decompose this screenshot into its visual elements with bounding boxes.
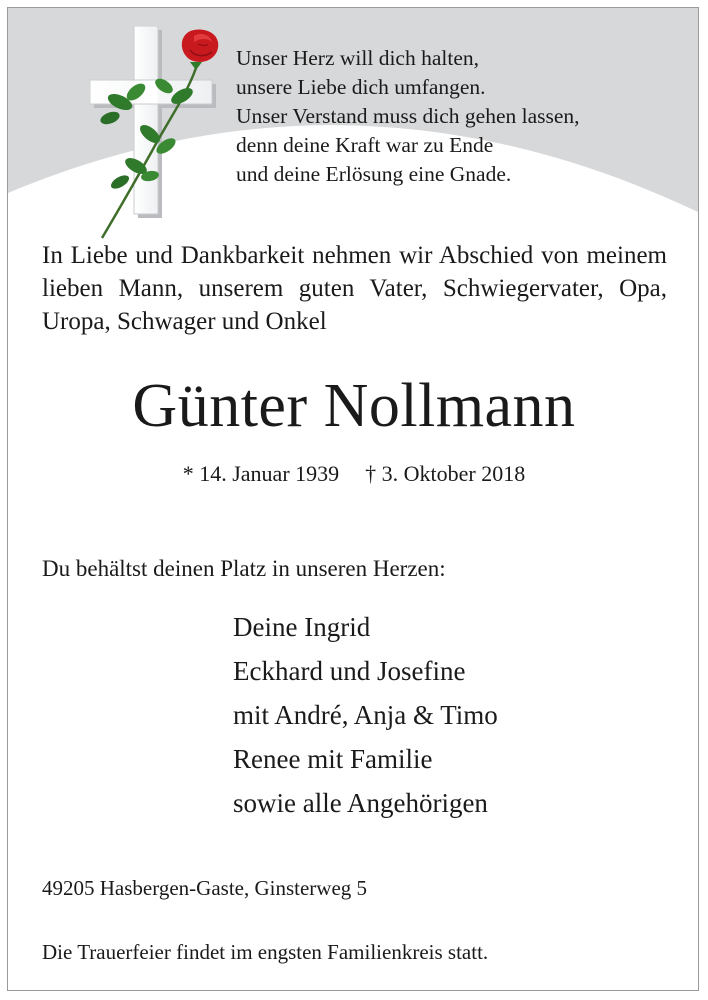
farewell-text: Du behältst deinen Platz in unseren Herzen: <box>42 556 446 581</box>
cross-with-rose-icon <box>90 26 230 246</box>
family-member: mit André, Anja & Timo <box>233 700 498 730</box>
life-dates <box>8 460 699 488</box>
deceased-name: Günter Nollmann <box>132 372 576 440</box>
address: 49205 Hasbergen-Gaste, Ginsterweg 5 <box>42 876 368 900</box>
poem <box>236 44 580 189</box>
family-member: Eckhard und Josefine <box>233 656 466 686</box>
family-list <box>233 605 498 825</box>
family-member: Renee mit Familie <box>233 744 433 774</box>
poem-line: Unser Herz will dich halten, <box>236 46 479 70</box>
obituary-frame <box>7 7 699 991</box>
poem-line: Unser Verstand muss dich gehen lassen, <box>236 104 580 128</box>
death-date: † 3. Oktober 2018 <box>365 461 526 486</box>
poem-line: denn deine Kraft war zu Ende <box>236 133 494 157</box>
poem-line: unsere Liebe dich umfangen. <box>236 75 486 99</box>
funeral-notice: Die Trauerfeier findet im engsten Familienkreis statt. <box>42 940 489 964</box>
birth-date: * 14. Januar 1939 <box>182 461 340 486</box>
family-member: Deine Ingrid <box>233 612 371 642</box>
family-member: sowie alle Angehörigen <box>233 788 488 818</box>
intro-text: In Liebe und Dankbarkeit nehmen wir Abschied von meinem lieben Mann, unserem guten Vater, Schwiegervater, Opa, Uropa, Schwager und Onkel <box>42 242 667 335</box>
poem-line: und deine Erlösung eine Gnade. <box>236 162 512 186</box>
